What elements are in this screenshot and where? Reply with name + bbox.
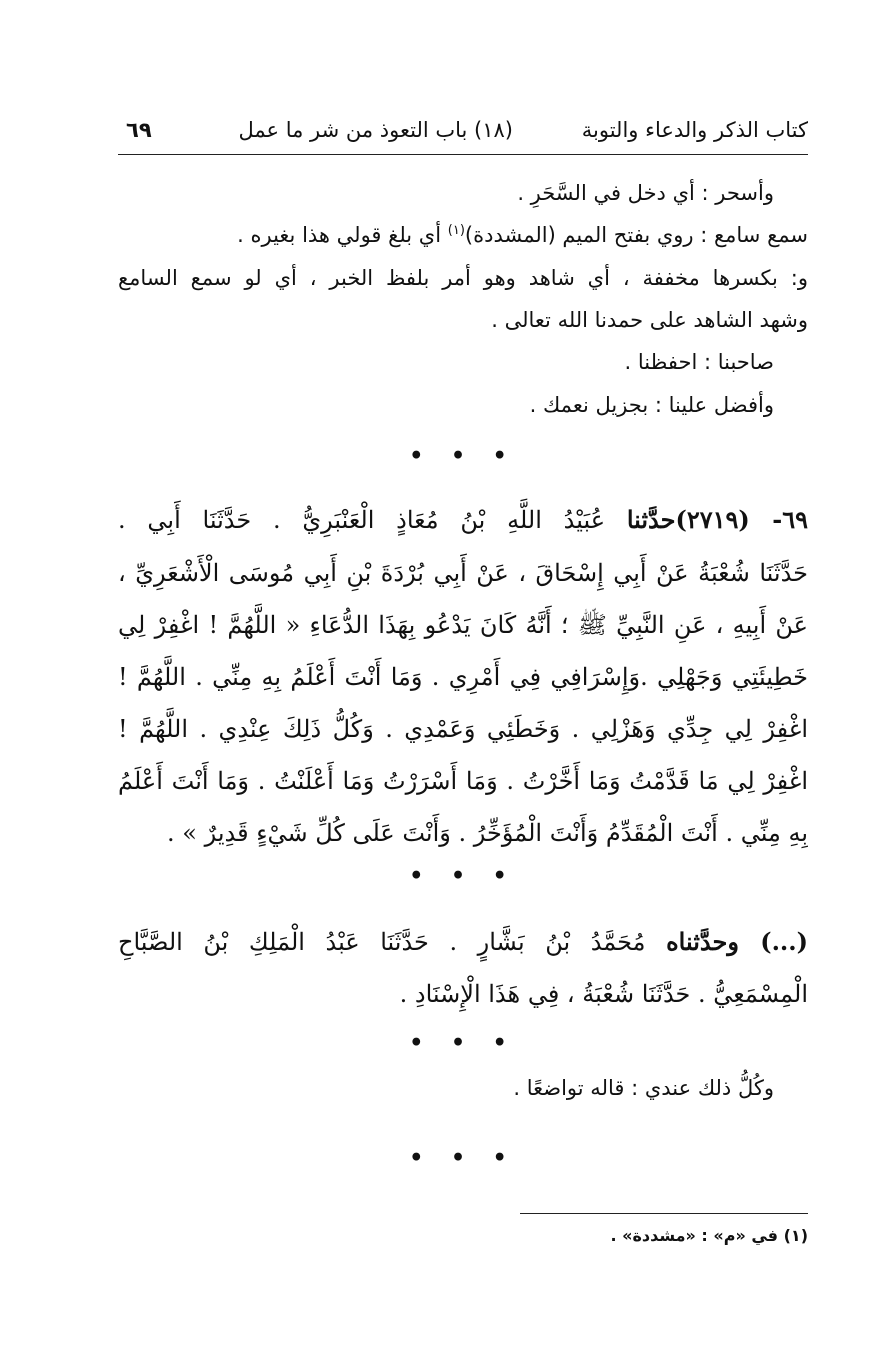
hadith-line-1 <box>118 496 808 544</box>
footnote-rule <box>520 1213 808 1214</box>
hadith-line-6: اغْفِرْ لِي مَا قَدَّمْتُ وَمَا أَخَّرْتُ . وَمَا أَسْرَرْتُ وَمَا أَعْلَنْتُ . وَمَا أَنْتَ أَعْلَمُ <box>118 767 808 795</box>
hadith-intro: حدَّثنا <box>626 505 676 534</box>
header-rule <box>118 154 808 155</box>
book-title: كتاب الذكر والدعاء والتوبة <box>581 118 808 142</box>
gloss-line-4: وشهد الشاهد على حمدنا الله تعالى . <box>491 308 808 332</box>
gloss-2: وكُلُّ ذلك عندي : قاله تواضعًا . <box>513 1076 774 1100</box>
gloss-line-6: وأفضل علينا : بجزيل نعمك . <box>529 393 774 417</box>
gloss-line-2 <box>118 215 808 255</box>
hadith-2-number: (...) <box>760 927 808 956</box>
separator-dots: • • • <box>409 1030 517 1056</box>
gloss-line-1: وأسحر : أي دخل في السَّحَرِ . <box>517 181 774 205</box>
hadith-number: ٦٩- (٢٧١٩) <box>675 505 808 534</box>
footnote: (١) في «م» : «مشددة» . <box>610 1226 808 1245</box>
separator-dots: • • • <box>409 443 517 469</box>
gloss-line-5: صاحبنا : احفظنا . <box>624 350 774 374</box>
hadith-line-3: عَنْ أَبِيهِ ، عَنِ النَّبِيِّ ﷺ ؛ أَنَّهُ كَانَ يَدْعُو بِهَذَا الدُّعَاءِ « اللَّهُمَّ ! اغْفِرْ لِي <box>118 611 808 639</box>
separator-dots: • • • <box>409 1145 517 1171</box>
hadith-2-intro: وحدَّثناه <box>666 927 761 956</box>
hadith-2-line-1-rest: مُحَمَّدُ بْنُ بَشَّارٍ . حَدَّثَنَا عَبْدُ الْمَلِكِ بْنُ الصَّبَّاحِ <box>118 928 667 956</box>
gloss-line-2-start: سمع سامع : روي بفتح الميم (المشددة) <box>464 223 808 247</box>
hadith-line-1-rest: عُبَيْدُ اللَّهِ بْنُ مُعَاذٍ الْعَنْبَرِيُّ . حَدَّثَنَا أَبِي . <box>118 506 627 534</box>
hadith-line-5: اغْفِرْ لِي جِدِّي وَهَزْلِي . وَخَطَئِي وَعَمْدِي . وَكُلُّ ذَلِكَ عِنْدِي . اللَّهُمَّ ! <box>118 715 808 743</box>
hadith-line-2: حَدَّثَنَا شُعْبَةُ عَنْ أَبِي إِسْحَاقَ ، عَنْ أَبِي بُرْدَةَ بْنِ أَبِي مُوسَى الْأَشْعَرِيِّ ، <box>118 559 808 587</box>
hadith-2-line-2: الْمِسْمَعِيُّ . حَدَّثَنَا شُعْبَةُ ، فِي هَذَا الْإِسْنَادِ . <box>399 980 808 1008</box>
hadith-line-4: خَطِيئَتِي وَجَهْلِي .وَإِسْرَافِي فِي أَمْرِي . وَمَا أَنْتَ أَعْلَمُ بِهِ مِنِّي . اللَّهُمَّ ! <box>118 663 808 691</box>
hadith-2-line-1 <box>118 918 808 966</box>
separator-dots: • • • <box>409 863 517 889</box>
running-header <box>118 118 808 154</box>
page-number: ٦٩ <box>126 118 152 142</box>
chapter-title: (١٨) باب التعوذ من شر ما عمل <box>238 118 513 142</box>
gloss-line-3: و: بكسرها مخففة ، أي شاهد وهو أمر بلفظ الخبر ، أي لو سمع السامع <box>118 266 808 290</box>
hadith-line-7: بِهِ مِنِّي . أَنْتَ الْمُقَدِّمُ وَأَنْتَ الْمُؤَخِّرُ . وَأَنْتَ عَلَى كُلِّ شَيْءٍ قَدِيرٌ » . <box>167 819 808 847</box>
footnote-marker: (١) <box>447 223 465 238</box>
gloss-line-2-end: أي بلغ قولي هذا بغيره . <box>237 223 448 247</box>
